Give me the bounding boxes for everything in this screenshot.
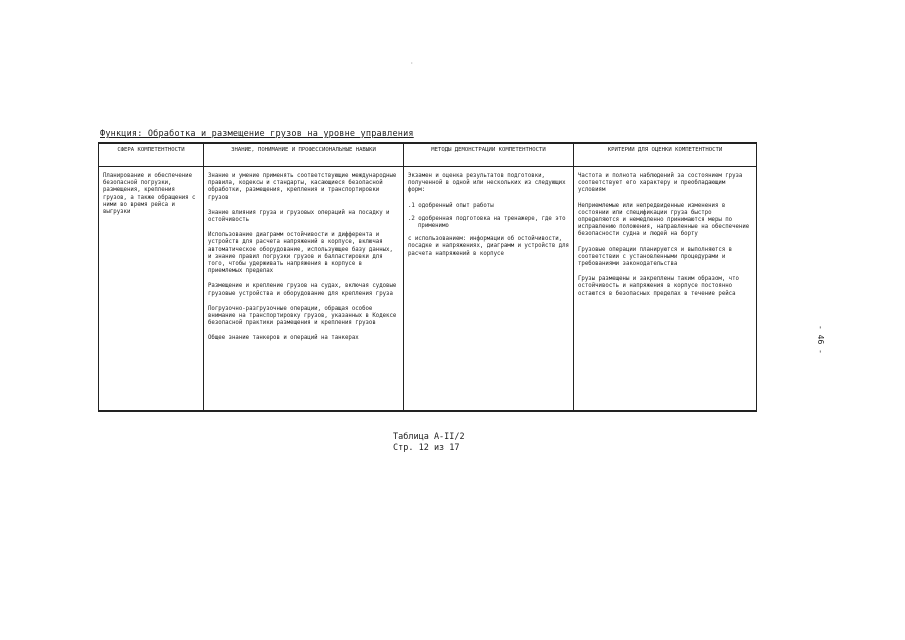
function-label: Функция: Обработка и размещение грузов на уровне управления: [100, 129, 414, 139]
methods-item-text: одобренная подготовка на тренажере, где это применимо: [418, 215, 566, 230]
knowledge-para: Общее знание танкеров и операций на танкерах: [208, 335, 359, 342]
page-number: - 46 -: [815, 325, 825, 354]
scan-speck: ·: [410, 60, 414, 67]
header-knowledge: ЗНАНИЕ, ПОНИМАНИЕ И ПРОФЕССИОНАЛЬНЫЕ НАВЫКИ: [204, 143, 404, 167]
function-heading: [100, 129, 570, 139]
criteria-para: Грузовые операции планируются и выполняются в соответствии с установленными процедурами и требованиями законодательства: [578, 246, 733, 268]
competence-text: Планирование и обеспечение безопасной погрузки, размещения, крепления грузов, а также обращения с ними во время рейса и выгрузки: [103, 173, 196, 216]
methods-intro: Экзамен и оценка результатов подготовки, полученной в одной или нескольких из следующих форм:: [408, 173, 566, 194]
methods-cell: [404, 167, 574, 412]
criteria-cell: [574, 167, 757, 412]
table-header-row: [99, 143, 757, 167]
header-criteria: КРИТЕРИИ ДЛЯ ОЦЕНКИ КОМПЕТЕНТНОСТИ: [574, 143, 757, 167]
table-footer: [393, 432, 465, 454]
table-row: [99, 167, 757, 412]
methods-item-text: одобренный опыт работы: [418, 202, 494, 209]
table-reference: Таблица А-II/2: [393, 432, 465, 442]
header-competence: СФЕРА КОМПЕТЕНТНОСТИ: [99, 143, 204, 167]
header-methods: МЕТОДЫ ДЕМОНСТРАЦИИ КОМПЕТЕНТНОСТИ: [404, 143, 574, 167]
criteria-para: Неприемлемые или непредвиденные изменения в состоянии или спецификации груза быстро определяются и немедленно принимаются меры по исправлению положения, направленные на обеспечение безопасности судна и людей на борту: [578, 202, 750, 238]
criteria-para: Частота и полнота наблюдений за состоянием груза соответствует его характеру и преобладающим условиям: [578, 173, 743, 194]
methods-item-number: .1: [408, 202, 415, 209]
knowledge-para: Знание и умение применять соответствующие международные правила, кодексы и стандарты, касающиеся безопасной обработки, размещения, крепления и транспортировки грузов: [208, 173, 397, 201]
knowledge-para: Использование диаграмм остойчивости и дифферента и устройств для расчета напряжений в корпусе, включая автоматическое оборудование, использующее базу данных, и знание правил погрузки грузов и балластировки для того, чтобы удерживать напряжения в корпусе в приемлемых пределах: [208, 232, 393, 275]
criteria-para: Грузы размещены и закреплены таким образом, что остойчивость и напряжения в корпусе постоянно остаются в безопасных пределах в течение рейса: [578, 276, 739, 297]
knowledge-para: Погрузочно-разгрузочные операции, обращая особое внимание на транспортировку грузов, указанных в Кодексе безопасной практики размещения и крепления грузов: [208, 305, 397, 327]
methods-usage: с использованием: информации об остойчивости, посадке и напряжениях, диаграмм и устройств для расчета напряжений в корпусе: [408, 236, 569, 257]
methods-item-number: .2: [408, 215, 415, 222]
methods-item: [408, 203, 569, 210]
knowledge-para: Размещение и крепление грузов на судах, включая судовые грузовые устройства и оборудование для крепления груза: [208, 283, 397, 297]
competence-cell: [99, 167, 204, 412]
competence-table: [98, 142, 757, 412]
knowledge-cell: [204, 167, 404, 412]
page-reference: Стр. 12 из 17: [393, 443, 460, 453]
methods-item: [408, 216, 569, 230]
knowledge-para: Знание влияния груза и грузовых операций на посадку и остойчивость: [208, 209, 390, 224]
